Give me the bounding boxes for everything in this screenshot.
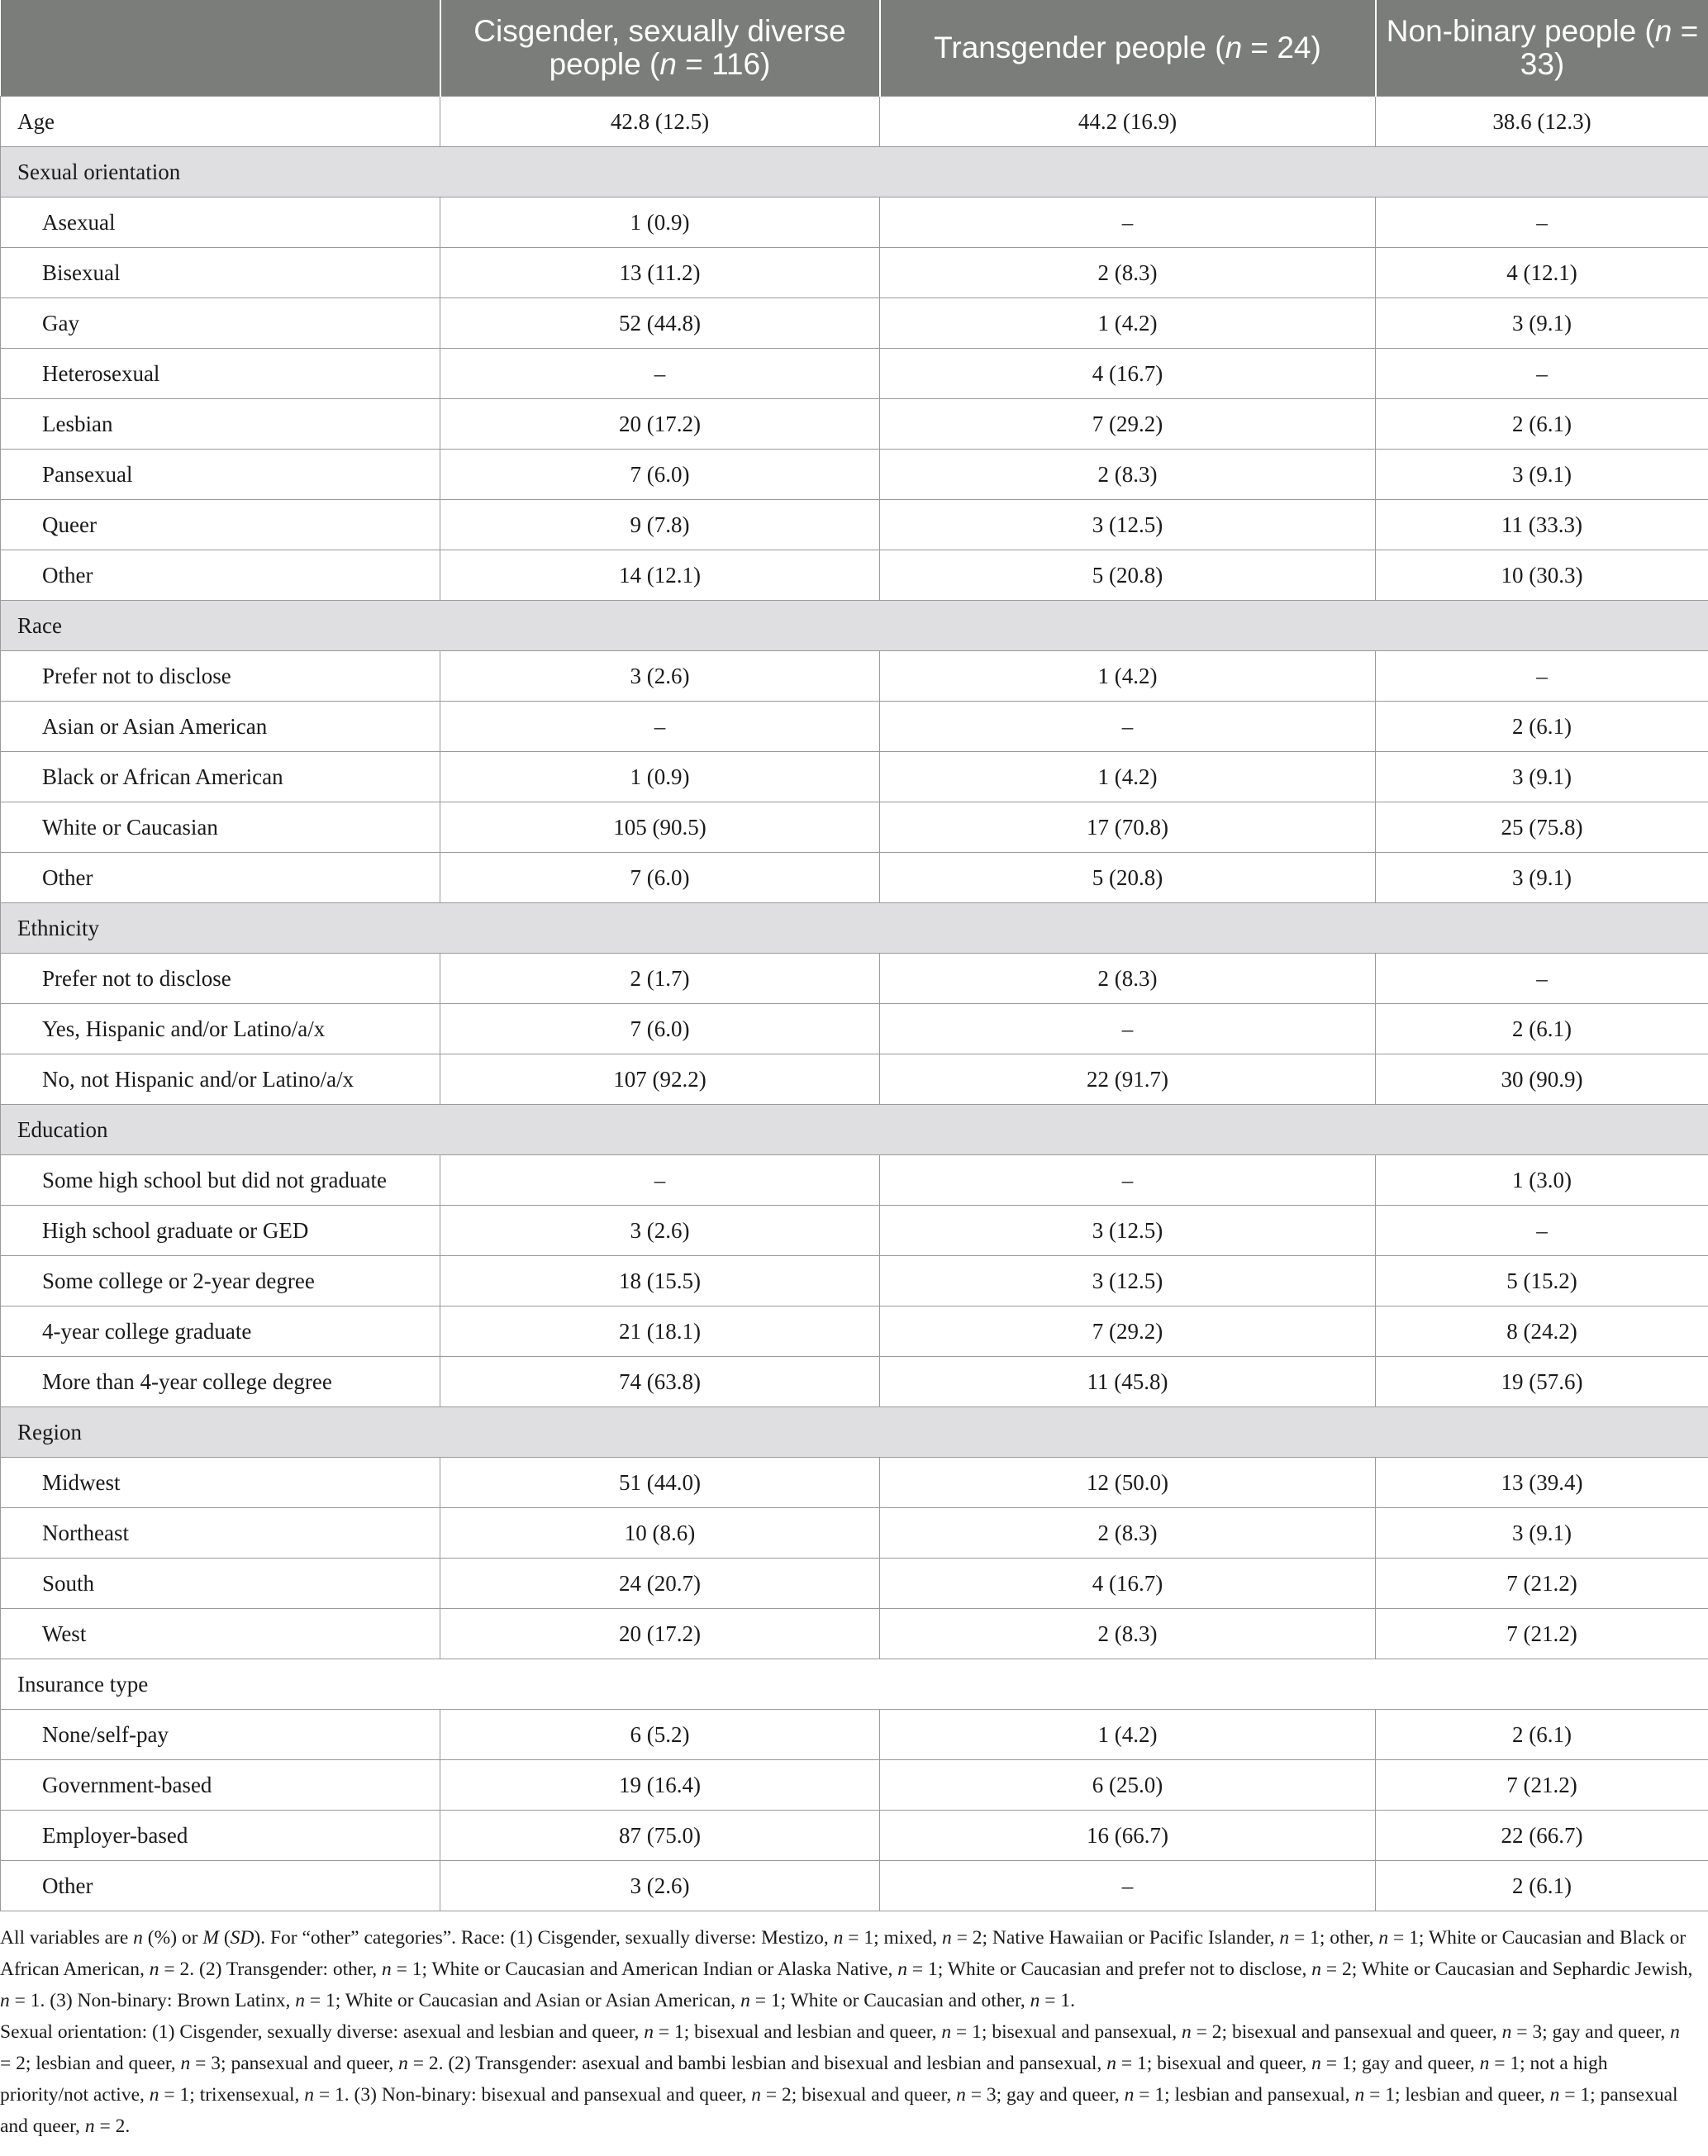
table-row xyxy=(1,1054,1708,1105)
footnote-text: = 2; bisexual and queer, xyxy=(760,2084,957,2106)
row-label: Other xyxy=(1,1861,440,1911)
footnote-text: = 2; lesbian and queer, xyxy=(0,2053,181,2074)
cell-transgender: – xyxy=(880,1861,1376,1911)
footnote-text: = 1; not a high priority/not active, xyxy=(0,2053,1608,2106)
section-header-row xyxy=(1,903,1708,954)
row-label: No, not Hispanic and/or Latino/a/x xyxy=(1,1054,440,1105)
cell-transgender: 7 (29.2) xyxy=(880,1306,1376,1357)
table-row xyxy=(1,1861,1708,1911)
footnote-variable: n xyxy=(1378,1927,1389,1949)
row-label: White or Caucasian xyxy=(1,802,440,853)
row-label: West xyxy=(1,1609,440,1659)
footnote-text: = 1; White or Caucasian and American Indian or Alaska Native, xyxy=(391,1958,898,1980)
footnote-variable: n xyxy=(740,1990,750,2011)
row-label: Employer-based xyxy=(1,1811,440,1861)
cell-cisgender-sexually-diverse: 7 (6.0) xyxy=(440,853,880,903)
section-label: Race xyxy=(1,601,1708,651)
cell-cisgender-sexually-diverse: 6 (5.2) xyxy=(440,1710,880,1760)
cell-transgender: – xyxy=(880,1155,1376,1206)
footnote-text: ). For “other” categories”. Race: (1) Cisgender, sexually diverse: Mestizo, xyxy=(254,1927,834,1949)
table-footnote xyxy=(0,1922,1694,2142)
cell-non-binary: 2 (6.1) xyxy=(1376,1004,1708,1054)
footnote-variable: n xyxy=(833,1927,844,1949)
cell-non-binary: 13 (39.4) xyxy=(1376,1458,1708,1508)
footnote-text: = 1; White or Caucasian and Asian or Asian American, xyxy=(304,1990,741,2011)
footnote-variable: n xyxy=(1549,2084,1560,2106)
footnote-variable: n xyxy=(0,1990,10,2011)
cell-transgender: 44.2 (16.9) xyxy=(880,97,1376,147)
footnote-variable: n xyxy=(1279,1927,1290,1949)
cell-transgender: 2 (8.3) xyxy=(880,954,1376,1004)
cell-non-binary: 2 (6.1) xyxy=(1376,702,1708,752)
cell-transgender: 5 (20.8) xyxy=(880,853,1376,903)
section-label: Education xyxy=(1,1105,1708,1155)
row-label: More than 4-year college degree xyxy=(1,1357,440,1407)
row-label: Black or African American xyxy=(1,752,440,802)
cell-transgender: 5 (20.8) xyxy=(880,550,1376,601)
cell-transgender: 1 (4.2) xyxy=(880,1710,1376,1760)
footnote-variable: n xyxy=(398,2053,408,2074)
table-row xyxy=(1,248,1708,298)
table-row xyxy=(1,1559,1708,1609)
row-label: Some college or 2-year degree xyxy=(1,1256,440,1306)
table-body xyxy=(1,97,1708,1911)
table-row xyxy=(1,651,1708,702)
cell-non-binary: 10 (30.3) xyxy=(1376,550,1708,601)
footnote-variable: n xyxy=(956,2084,966,2106)
cell-cisgender-sexually-diverse: 42.8 (12.5) xyxy=(440,97,880,147)
cell-cisgender-sexually-diverse: 74 (63.8) xyxy=(440,1357,880,1407)
cell-non-binary: 11 (33.3) xyxy=(1376,500,1708,550)
cell-cisgender-sexually-diverse: 20 (17.2) xyxy=(440,399,880,450)
footnote-text: = 1; other, xyxy=(1289,1927,1379,1949)
table-row xyxy=(1,853,1708,903)
section-label: Sexual orientation xyxy=(1,147,1708,198)
cell-non-binary: 1 (3.0) xyxy=(1376,1155,1708,1206)
cell-transgender: 16 (66.7) xyxy=(880,1811,1376,1861)
footnote-variable: n xyxy=(304,2084,315,2106)
cell-transgender: 6 (25.0) xyxy=(880,1760,1376,1811)
cell-non-binary: 22 (66.7) xyxy=(1376,1811,1708,1861)
row-label: Bisexual xyxy=(1,248,440,298)
table-row xyxy=(1,550,1708,601)
row-label: Some high school but did not graduate xyxy=(1,1155,440,1206)
cell-non-binary: 25 (75.8) xyxy=(1376,802,1708,853)
footnote-text: = 2; bisexual and pansexual and queer, xyxy=(1191,2021,1502,2043)
cell-transgender: 17 (70.8) xyxy=(880,802,1376,853)
footnote-text: = 1; bisexual and queer, xyxy=(1116,2053,1312,2074)
cell-transgender: – xyxy=(880,1004,1376,1054)
cell-non-binary: 5 (15.2) xyxy=(1376,1256,1708,1306)
footnote-text: = 1. (3) Non-binary: bisexual and pansexual and queer, xyxy=(314,2084,752,2106)
header-non-binary: Non-binary people (n = 33) xyxy=(1376,0,1708,97)
footnote-variable: n xyxy=(1311,2053,1321,2074)
footnote-text: = 1. xyxy=(1040,1990,1076,2011)
table-row xyxy=(1,399,1708,450)
table-row xyxy=(1,1357,1708,1407)
footnote-text: ( xyxy=(218,1927,231,1949)
row-label: Midwest xyxy=(1,1458,440,1508)
cell-transgender: 3 (12.5) xyxy=(880,500,1376,550)
cell-cisgender-sexually-diverse: 14 (12.1) xyxy=(440,550,880,601)
cell-non-binary: 3 (9.1) xyxy=(1376,752,1708,802)
cell-non-binary: – xyxy=(1376,1206,1708,1256)
cell-cisgender-sexually-diverse: 2 (1.7) xyxy=(440,954,880,1004)
section-header-row xyxy=(1,601,1708,651)
cell-cisgender-sexually-diverse: 18 (15.5) xyxy=(440,1256,880,1306)
cell-transgender: 4 (16.7) xyxy=(880,349,1376,399)
section-header-row xyxy=(1,1659,1708,1710)
section-header-row xyxy=(1,147,1708,198)
cell-cisgender-sexually-diverse: 1 (0.9) xyxy=(440,752,880,802)
footnote-text: = 3; gay and queer, xyxy=(1511,2021,1671,2043)
row-label: Queer xyxy=(1,500,440,550)
table-row xyxy=(1,752,1708,802)
cell-non-binary: – xyxy=(1376,651,1708,702)
header-row xyxy=(1,0,1708,97)
row-label: Gay xyxy=(1,298,440,349)
footnote-variable: n xyxy=(644,2021,654,2043)
section-header-row xyxy=(1,1407,1708,1458)
cell-non-binary: 3 (9.1) xyxy=(1376,1508,1708,1559)
cell-non-binary: 3 (9.1) xyxy=(1376,450,1708,500)
header-blank-cell xyxy=(1,0,440,97)
footnote-text: Sexual orientation: (1) Cisgender, sexually diverse: asexual and lesbian and queer, xyxy=(0,2021,645,2043)
table-row xyxy=(1,97,1708,147)
cell-cisgender-sexually-diverse: 105 (90.5) xyxy=(440,802,880,853)
footnote-variable: n xyxy=(941,1927,952,1949)
section-label: Ethnicity xyxy=(1,903,1708,954)
footnote-text: = 1; pansexual and queer, xyxy=(0,2084,1678,2137)
cell-non-binary: – xyxy=(1376,349,1708,399)
footnote-text: = 1; lesbian and queer, xyxy=(1364,2084,1550,2106)
table-header xyxy=(1,0,1708,97)
row-label: Heterosexual xyxy=(1,349,440,399)
table-row xyxy=(1,500,1708,550)
table-row xyxy=(1,1206,1708,1256)
row-label: Prefer not to disclose xyxy=(1,954,440,1004)
table-row xyxy=(1,702,1708,752)
footnote-text: = 1; mixed, xyxy=(843,1927,942,1949)
footnote-variable: n xyxy=(1030,1990,1040,2011)
cell-non-binary: 7 (21.2) xyxy=(1376,1760,1708,1811)
cell-transgender: 22 (91.7) xyxy=(880,1054,1376,1105)
cell-cisgender-sexually-diverse: 107 (92.2) xyxy=(440,1054,880,1105)
footnote-text: = 1; White or Caucasian and prefer not to disclose, xyxy=(907,1958,1312,1980)
cell-transgender: – xyxy=(880,198,1376,248)
footnote-variable: n xyxy=(1501,2021,1512,2043)
cell-cisgender-sexually-diverse: 87 (75.0) xyxy=(440,1811,880,1861)
table-row xyxy=(1,450,1708,500)
footnote-text: = 1; lesbian and pansexual, xyxy=(1134,2084,1355,2106)
row-label: Lesbian xyxy=(1,399,440,450)
footnote-variable: n xyxy=(295,1990,305,2011)
cell-cisgender-sexually-diverse: – xyxy=(440,1155,880,1206)
footnote-variable: n xyxy=(84,2116,95,2137)
footnote-variable: M xyxy=(202,1927,219,1949)
cell-transgender: 2 (8.3) xyxy=(880,1508,1376,1559)
cell-cisgender-sexually-diverse: 21 (18.1) xyxy=(440,1306,880,1357)
footnote-text: = 1; trixensexual, xyxy=(159,2084,305,2106)
cell-transgender: – xyxy=(880,702,1376,752)
cell-cisgender-sexually-diverse: 19 (16.4) xyxy=(440,1760,880,1811)
footnote-variable: n xyxy=(180,2053,191,2074)
cell-transgender: 1 (4.2) xyxy=(880,651,1376,702)
table-row xyxy=(1,954,1708,1004)
cell-transgender: 2 (8.3) xyxy=(880,450,1376,500)
cell-transgender: 1 (4.2) xyxy=(880,752,1376,802)
footnote-variable: n xyxy=(751,2084,761,2106)
cell-cisgender-sexually-diverse: 52 (44.8) xyxy=(440,298,880,349)
section-label: Insurance type xyxy=(1,1659,1708,1710)
row-label: Other xyxy=(1,550,440,601)
cell-non-binary: 2 (6.1) xyxy=(1376,399,1708,450)
cell-non-binary: 2 (6.1) xyxy=(1376,1861,1708,1911)
table-row xyxy=(1,1710,1708,1760)
row-label: Northeast xyxy=(1,1508,440,1559)
cell-non-binary: 7 (21.2) xyxy=(1376,1609,1708,1659)
table-row xyxy=(1,1811,1708,1861)
cell-non-binary: – xyxy=(1376,198,1708,248)
header-transgender: Transgender people (n = 24) xyxy=(880,0,1376,97)
footnote-text: = 2. (2) Transgender: other, xyxy=(159,1958,382,1980)
footnote-variable: n xyxy=(149,2084,159,2106)
footnote-text: All variables are xyxy=(0,1927,134,1949)
row-label: Pansexual xyxy=(1,450,440,500)
cell-non-binary: 3 (9.1) xyxy=(1376,853,1708,903)
cell-cisgender-sexually-diverse: – xyxy=(440,349,880,399)
footnote-variable: n xyxy=(1354,2084,1365,2106)
section-header-row xyxy=(1,1105,1708,1155)
table-row xyxy=(1,802,1708,853)
cell-non-binary: 2 (6.1) xyxy=(1376,1710,1708,1760)
cell-non-binary: 19 (57.6) xyxy=(1376,1357,1708,1407)
section-label: Region xyxy=(1,1407,1708,1458)
table-row xyxy=(1,1256,1708,1306)
footnote-text: = 1; White or Caucasian and other, xyxy=(749,1990,1030,2011)
row-label: None/self-pay xyxy=(1,1710,440,1760)
cell-transgender: 2 (8.3) xyxy=(880,248,1376,298)
cell-cisgender-sexually-diverse: 7 (6.0) xyxy=(440,1004,880,1054)
footnote-variable: n xyxy=(1311,1958,1321,1980)
header-cisgender-sexually-diverse: Cisgender, sexually diverse people (n = 116) xyxy=(440,0,880,97)
cell-non-binary: 7 (21.2) xyxy=(1376,1559,1708,1609)
table-row xyxy=(1,198,1708,248)
row-label: High school graduate or GED xyxy=(1,1206,440,1256)
footnote-text: = 2. (2) Transgender: asexual and bambi lesbian and bisexual and lesbian and pansexual, xyxy=(407,2053,1107,2074)
table-row xyxy=(1,1609,1708,1659)
cell-cisgender-sexually-diverse: 13 (11.2) xyxy=(440,248,880,298)
cell-cisgender-sexually-diverse: 20 (17.2) xyxy=(440,1609,880,1659)
cell-cisgender-sexually-diverse: 7 (6.0) xyxy=(440,450,880,500)
row-label: Asexual xyxy=(1,198,440,248)
table-row xyxy=(1,1508,1708,1559)
footnote-text: = 1. (3) Non-binary: Brown Latinx, xyxy=(9,1990,296,2011)
footnote-variable: n xyxy=(1182,2021,1192,2043)
cell-transgender: 3 (12.5) xyxy=(880,1206,1376,1256)
cell-cisgender-sexually-diverse: 1 (0.9) xyxy=(440,198,880,248)
row-label: Asian or Asian American xyxy=(1,702,440,752)
footnote-sexual-orientation xyxy=(0,2016,1694,2142)
row-label: South xyxy=(1,1559,440,1609)
row-label: Prefer not to disclose xyxy=(1,651,440,702)
footnote-text: = 1; gay and queer, xyxy=(1320,2053,1480,2074)
footnote-variable: n xyxy=(381,1958,392,1980)
footnote-variable: n xyxy=(1124,2084,1135,2106)
table-row xyxy=(1,1155,1708,1206)
cell-transgender: 1 (4.2) xyxy=(880,298,1376,349)
cell-non-binary: 8 (24.2) xyxy=(1376,1306,1708,1357)
footnote-variable: n xyxy=(1106,2053,1116,2074)
row-label: Yes, Hispanic and/or Latino/a/x xyxy=(1,1004,440,1054)
footnote-text: = 3; gay and queer, xyxy=(965,2084,1125,2106)
footnote-variable: n xyxy=(1670,2021,1680,2043)
footnote-text: (%) or xyxy=(142,1927,203,1949)
cell-non-binary: 30 (90.9) xyxy=(1376,1054,1708,1105)
cell-cisgender-sexually-diverse: 3 (2.6) xyxy=(440,651,880,702)
cell-cisgender-sexually-diverse: – xyxy=(440,702,880,752)
footnote-variable: SD xyxy=(230,1927,255,1949)
footnote-text: = 2. xyxy=(94,2116,131,2137)
cell-non-binary: 4 (12.1) xyxy=(1376,248,1708,298)
cell-non-binary: 3 (9.1) xyxy=(1376,298,1708,349)
table-row xyxy=(1,1458,1708,1508)
row-label: 4-year college graduate xyxy=(1,1306,440,1357)
cell-cisgender-sexually-diverse: 9 (7.8) xyxy=(440,500,880,550)
cell-cisgender-sexually-diverse: 10 (8.6) xyxy=(440,1508,880,1559)
footnote-text: = 2; Native Hawaiian or Pacific Islander, xyxy=(951,1927,1280,1949)
cell-transgender: 3 (12.5) xyxy=(880,1256,1376,1306)
row-label: Age xyxy=(1,97,440,147)
table-row xyxy=(1,349,1708,399)
table-row xyxy=(1,1760,1708,1811)
footnote-text: = 1; bisexual and pansexual, xyxy=(951,2021,1182,2043)
footnote-text: = 3; pansexual and queer, xyxy=(190,2053,399,2074)
row-label: Government-based xyxy=(1,1760,440,1811)
footnote-text: = 1; bisexual and lesbian and queer, xyxy=(654,2021,942,2043)
footnote-variable: n xyxy=(1479,2053,1490,2074)
table-row xyxy=(1,1306,1708,1357)
footnote-race xyxy=(0,1922,1694,2016)
footnote-variable: n xyxy=(941,2021,952,2043)
footnote-text: = 1; White or Caucasian and Black or African American, xyxy=(0,1927,1687,1980)
cell-transgender: 12 (50.0) xyxy=(880,1458,1376,1508)
footnote-variable: n xyxy=(133,1927,143,1949)
cell-transgender: 2 (8.3) xyxy=(880,1609,1376,1659)
cell-non-binary: – xyxy=(1376,954,1708,1004)
cell-transgender: 4 (16.7) xyxy=(880,1559,1376,1609)
cell-cisgender-sexually-diverse: 24 (20.7) xyxy=(440,1559,880,1609)
cell-cisgender-sexually-diverse: 51 (44.0) xyxy=(440,1458,880,1508)
cell-transgender: 7 (29.2) xyxy=(880,399,1376,450)
cell-cisgender-sexually-diverse: 3 (2.6) xyxy=(440,1206,880,1256)
footnote-text: = 2; White or Caucasian and Sephardic Jewish, xyxy=(1321,1958,1693,1980)
row-label: Other xyxy=(1,853,440,903)
footnote-variable: n xyxy=(897,1958,908,1980)
cell-transgender: 11 (45.8) xyxy=(880,1357,1376,1407)
footnote-variable: n xyxy=(149,1958,159,1980)
table-row xyxy=(1,298,1708,349)
table-row xyxy=(1,1004,1708,1054)
cell-cisgender-sexually-diverse: 3 (2.6) xyxy=(440,1861,880,1911)
cell-non-binary: 38.6 (12.3) xyxy=(1376,97,1708,147)
